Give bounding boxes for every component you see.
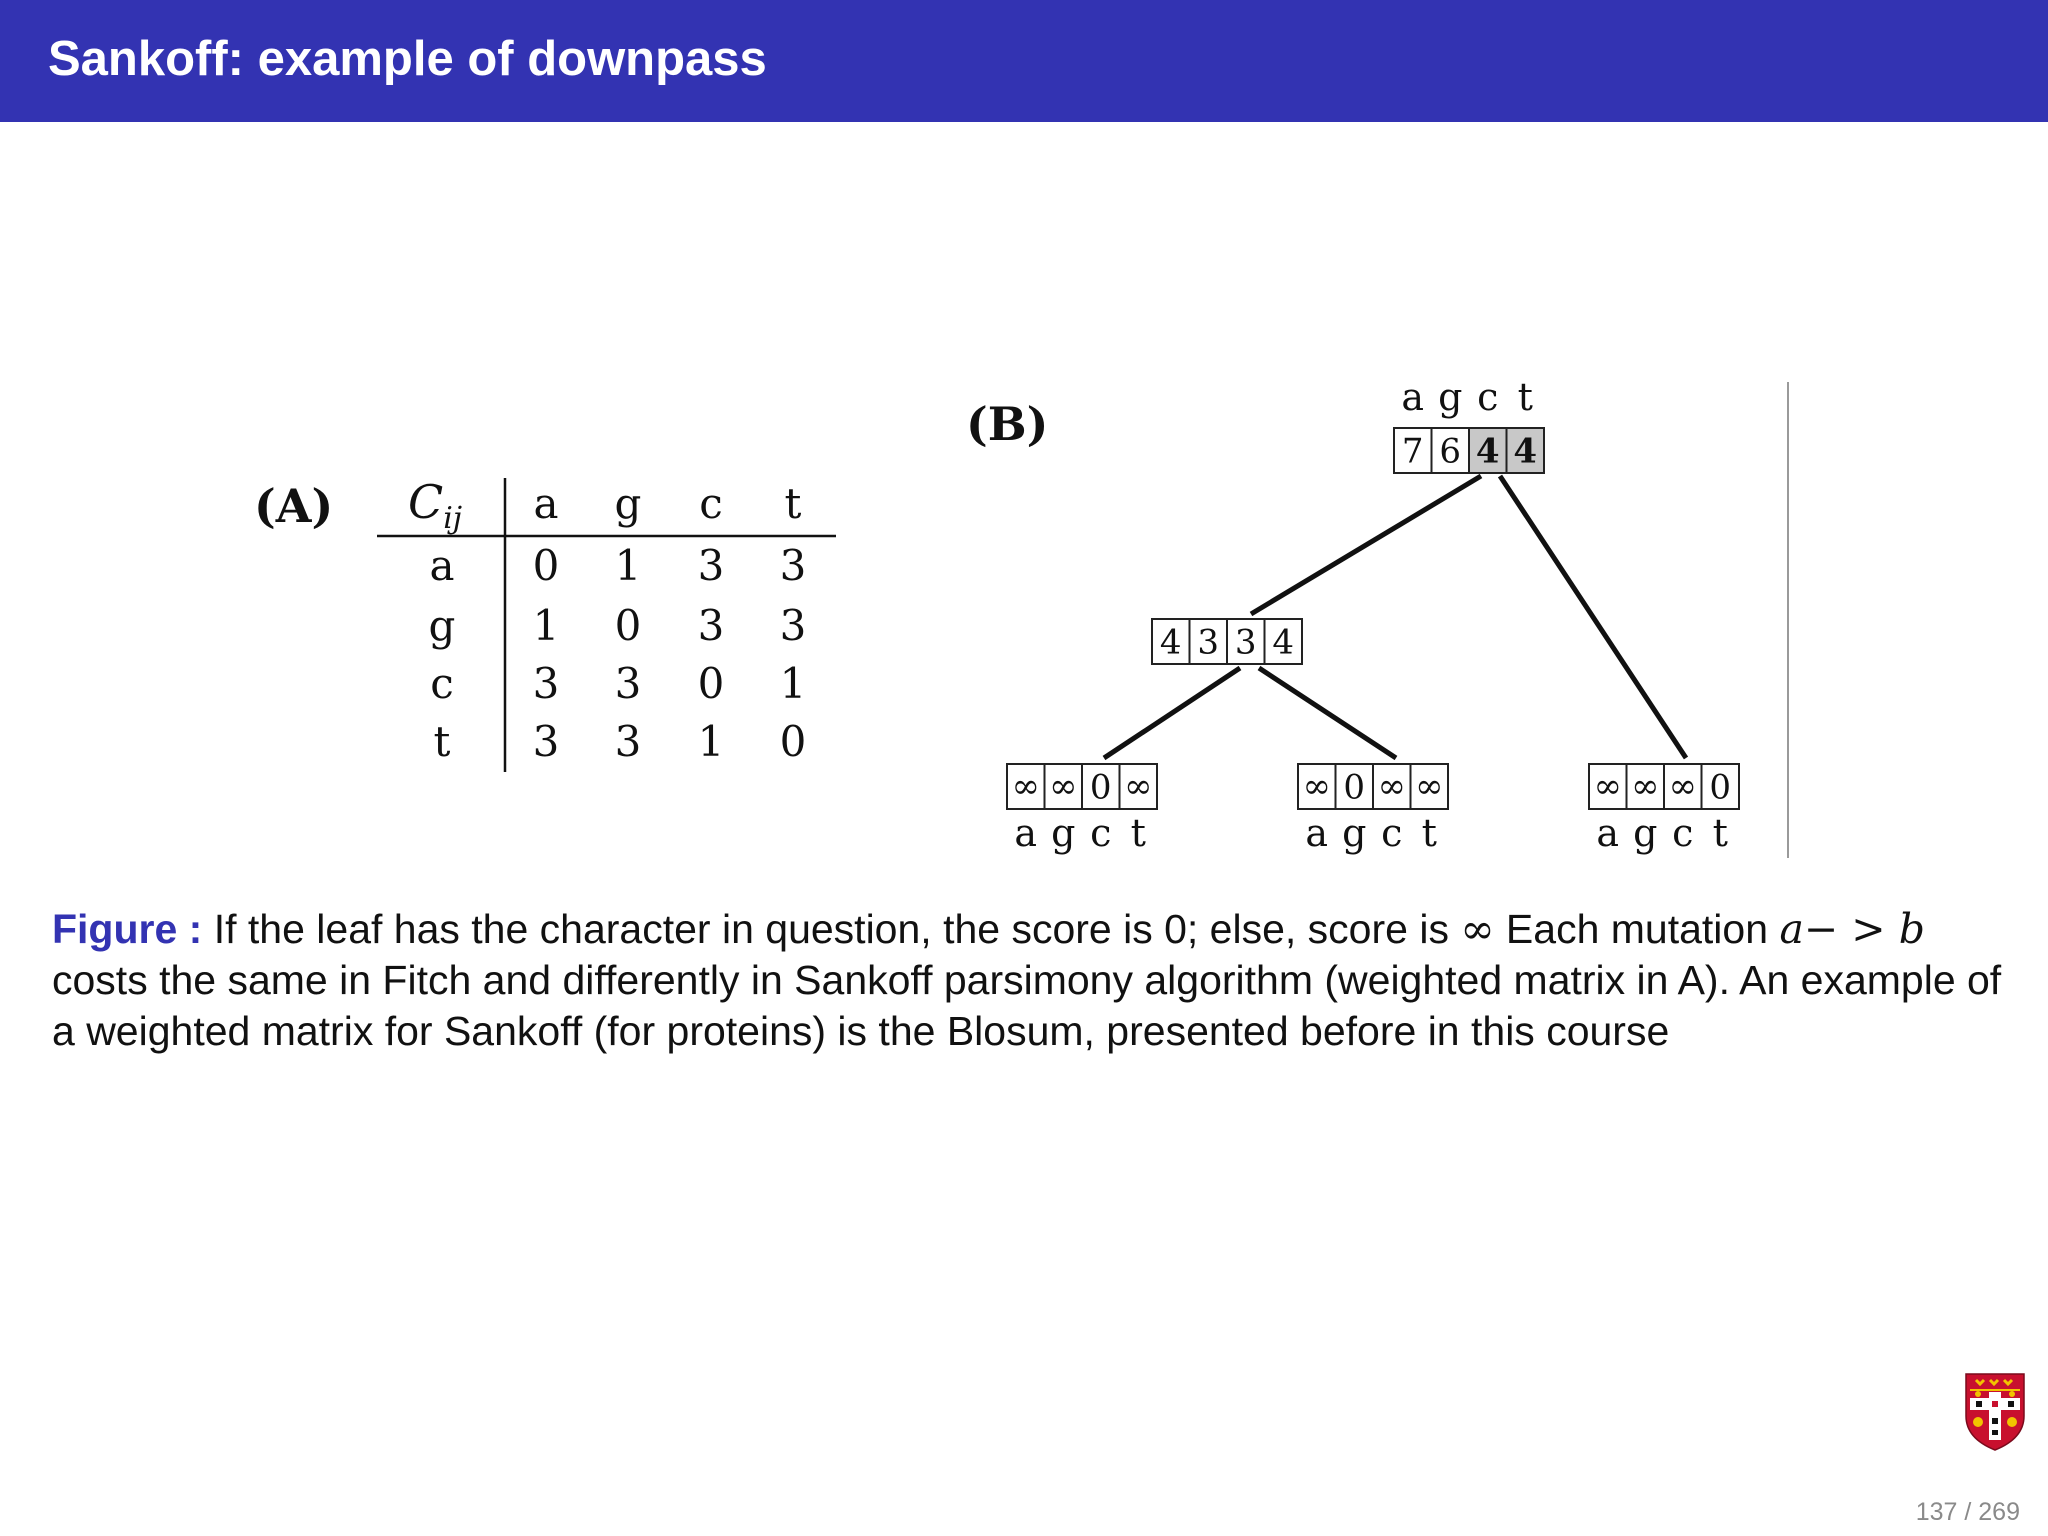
score-value: ∞ [1124,766,1153,807]
caption-text-2: Each mutation [1505,906,1769,952]
matrix-cell: 3 [614,717,642,766]
matrix-cell: 0 [614,601,642,650]
root-node [1394,428,1544,473]
state-label-c: c [1477,375,1499,419]
root-state-labels [1401,375,1532,419]
mutation-arrow: − > [1803,905,1886,953]
panel-b-label: (B) [966,397,1049,451]
column-header-g: g [614,479,642,528]
matrix-cell: 0 [697,659,725,708]
column-header-a: a [533,479,559,528]
score-value: 6 [1439,431,1462,472]
state-label-a: a [1596,811,1620,855]
score-value: 3 [1197,622,1220,663]
slide-title: Sankoff: example of downpass [48,32,767,86]
mutation-to: b [1898,905,1925,953]
row-header-c: c [430,659,454,708]
score-value: ∞ [1011,766,1040,807]
matrix-cell: 1 [779,659,807,708]
matrix-cell: 3 [779,541,807,590]
matrix-cell: 1 [697,717,725,766]
tree-nodes [1007,375,1739,855]
caption-label: Figure : [52,906,203,952]
state-label-c: c [1381,811,1403,855]
state-label-g: g [1633,811,1658,855]
score-value: 4 [1272,622,1295,663]
matrix-cell: 3 [614,659,642,708]
matrix-cell: 3 [697,541,725,590]
matrix-cell: 0 [779,717,807,766]
score-value: ∞ [1302,766,1331,807]
cost-matrix-corner: $C_{ij}$ [408,475,463,536]
score-value: 4 [1475,431,1500,472]
score-value: 4 [1513,431,1538,472]
state-label-g: g [1051,811,1076,855]
score-value: 7 [1401,431,1424,472]
score-value: ∞ [1377,766,1406,807]
column-header-c: c [699,479,723,528]
score-value: ∞ [1415,766,1444,807]
matrix-cell: 0 [532,541,560,590]
matrix-cell: 1 [532,601,560,650]
matrix-cell: 1 [614,541,642,590]
leaf-1-state-labels [1014,811,1145,855]
row-header-t: t [433,717,451,766]
page-number: 137 / 269 [1915,1498,2020,1526]
score-value: 3 [1234,622,1257,663]
state-label-g: g [1342,811,1367,855]
edge-root-leaf-3 [1500,476,1686,758]
score-value: ∞ [1668,766,1697,807]
figure-caption [52,904,2002,1057]
score-value: ∞ [1631,766,1660,807]
score-value: 0 [1709,767,1732,808]
state-label-c: c [1090,811,1112,855]
score-value: 4 [1159,622,1182,663]
score-value: 0 [1343,767,1366,808]
column-header-t: t [784,479,802,528]
tree-edges [1104,476,1686,758]
score-value: 0 [1089,767,1112,808]
leaf-2-state-labels [1305,811,1436,855]
mutation-notation [1779,905,1925,953]
caption-text-1: If the leaf has the character in question, the score is 0; else, score is [213,906,1449,952]
row-header-a: a [429,541,455,590]
state-label-t: t [1421,811,1437,855]
edge-root-internal [1251,476,1481,614]
matrix-cell: 3 [532,717,560,766]
state-label-a: a [1014,811,1038,855]
edge-internal-leaf-2 [1259,668,1396,758]
matrix-cell: 3 [779,601,807,650]
state-label-t: t [1130,811,1146,855]
state-label-g: g [1438,375,1463,419]
leaf-node-2 [1298,764,1448,809]
panel-a [254,475,836,772]
score-value: ∞ [1593,766,1622,807]
state-label-t: t [1712,811,1728,855]
leaf-node-1 [1007,764,1157,809]
mutation-from: a [1779,905,1804,953]
row-header-g: g [428,601,456,650]
university-crest-icon [1964,1372,2026,1452]
caption-text-3: costs the same in Fitch and differently in Sankoff parsimony algorithm (weighted matrix in A). An example of a weighted matrix for Sankoff (for proteins) is the Blosum, presented before in this course [52,957,2002,1054]
panel-b [966,375,1788,858]
matrix-cell: 3 [697,601,725,650]
state-label-t: t [1517,375,1533,419]
leaf-node-3 [1589,764,1739,809]
internal-node [1152,619,1302,664]
state-label-c: c [1672,811,1694,855]
cost-matrix [429,479,807,766]
panel-a-label: (A) [254,479,334,533]
edge-internal-leaf-1 [1104,668,1240,758]
matrix-cell: 3 [532,659,560,708]
score-value: ∞ [1049,766,1078,807]
infinity-symbol: ∞ [1460,905,1495,953]
state-label-a: a [1305,811,1329,855]
leaf-3-state-labels [1596,811,1727,855]
state-label-a: a [1401,375,1425,419]
